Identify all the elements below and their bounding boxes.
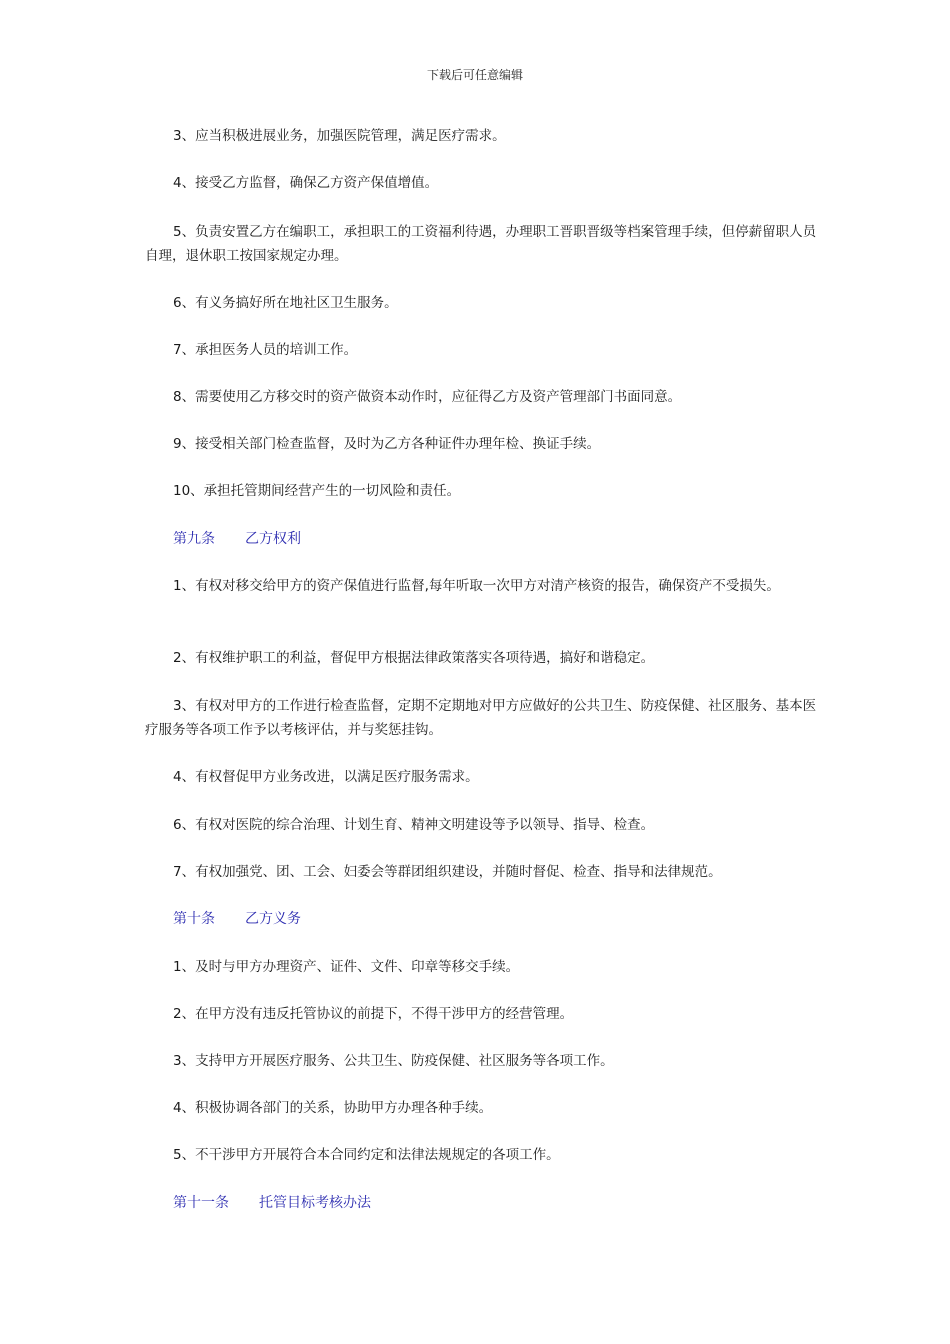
s9-item-1: 1、有权对移交给甲方的资产保值进行监督,每年听取一次甲方对清产核资的报告，确保资产不受损失。 (173, 578, 780, 594)
s9-item-2: 2、有权维护职工的利益，督促甲方根据法律政策落实各项待遇，搞好和谐稳定。 (173, 650, 655, 666)
s9-item-6: 6、有权对医院的综合治理、计划生育、精神文明建设等予以领导、指导、检查。 (173, 817, 655, 833)
s8-item-8: 8、需要使用乙方移交时的资产做资本动作时，应征得乙方及资产管理部门书面同意。 (173, 389, 682, 405)
s10-item-4: 4、积极协调各部门的关系，协助甲方办理各种手续。 (173, 1100, 493, 1116)
section-9-number: 第九条 (173, 531, 215, 547)
s9-item-3: 3、有权对甲方的工作进行检查监督，定期不定期地对甲方应做好的公共卫生、防疫保健、社区服务、基本医疗服务等各项工作予以考核评估，并与奖惩挂钩。 (145, 698, 817, 738)
s10-item-3: 3、支持甲方开展医疗服务、公共卫生、防疫保健、社区服务等各项工作。 (173, 1053, 614, 1069)
section-10-heading (173, 907, 301, 931)
s8-item-5: 5、负责安置乙方在编职工，承担职工的工资福利待遇，办理职工晋职晋级等档案管理手续，但停薪留职人员自理，退休职工按国家规定办理。 (145, 224, 817, 264)
section-10-title: 乙方义务 (245, 911, 301, 927)
s8-item-7: 7、承担医务人员的培训工作。 (173, 342, 358, 358)
s8-item-10: 10、承担托管期间经营产生的一切风险和责任。 (173, 483, 461, 499)
s9-item-4: 4、有权督促甲方业务改进，以满足医疗服务需求。 (173, 769, 479, 785)
s10-item-1: 1、及时与甲方办理资产、证件、文件、印章等移交手续。 (173, 959, 520, 975)
s8-item-6: 6、有义务搞好所在地社区卫生服务。 (173, 295, 398, 311)
s10-item-5: 5、不干涉甲方开展符合本合同约定和法律法规规定的各项工作。 (173, 1147, 560, 1163)
s9-item-7: 7、有权加强党、团、工会、妇委会等群团组织建设，并随时督促、检查、指导和法律规范。 (173, 864, 722, 880)
section-11-heading (173, 1191, 371, 1215)
section-9-heading (173, 527, 301, 551)
s8-item-9: 9、接受相关部门检查监督，及时为乙方各种证件办理年检、换证手续。 (173, 436, 601, 452)
s8-item-3: 3、应当积极进展业务，加强医院管理，满足医疗需求。 (173, 128, 506, 144)
s10-item-2: 2、在甲方没有违反托管协议的前提下，不得干涉甲方的经营管理。 (173, 1006, 574, 1022)
section-11-title: 托管目标考核办法 (259, 1195, 371, 1211)
s8-item-4: 4、接受乙方监督，确保乙方资产保值增值。 (173, 175, 439, 191)
section-10-number: 第十条 (173, 911, 215, 927)
section-9-title: 乙方权利 (245, 531, 301, 547)
page-header: 下载后可任意编辑 (426, 68, 523, 82)
section-11-number: 第十一条 (173, 1195, 229, 1211)
